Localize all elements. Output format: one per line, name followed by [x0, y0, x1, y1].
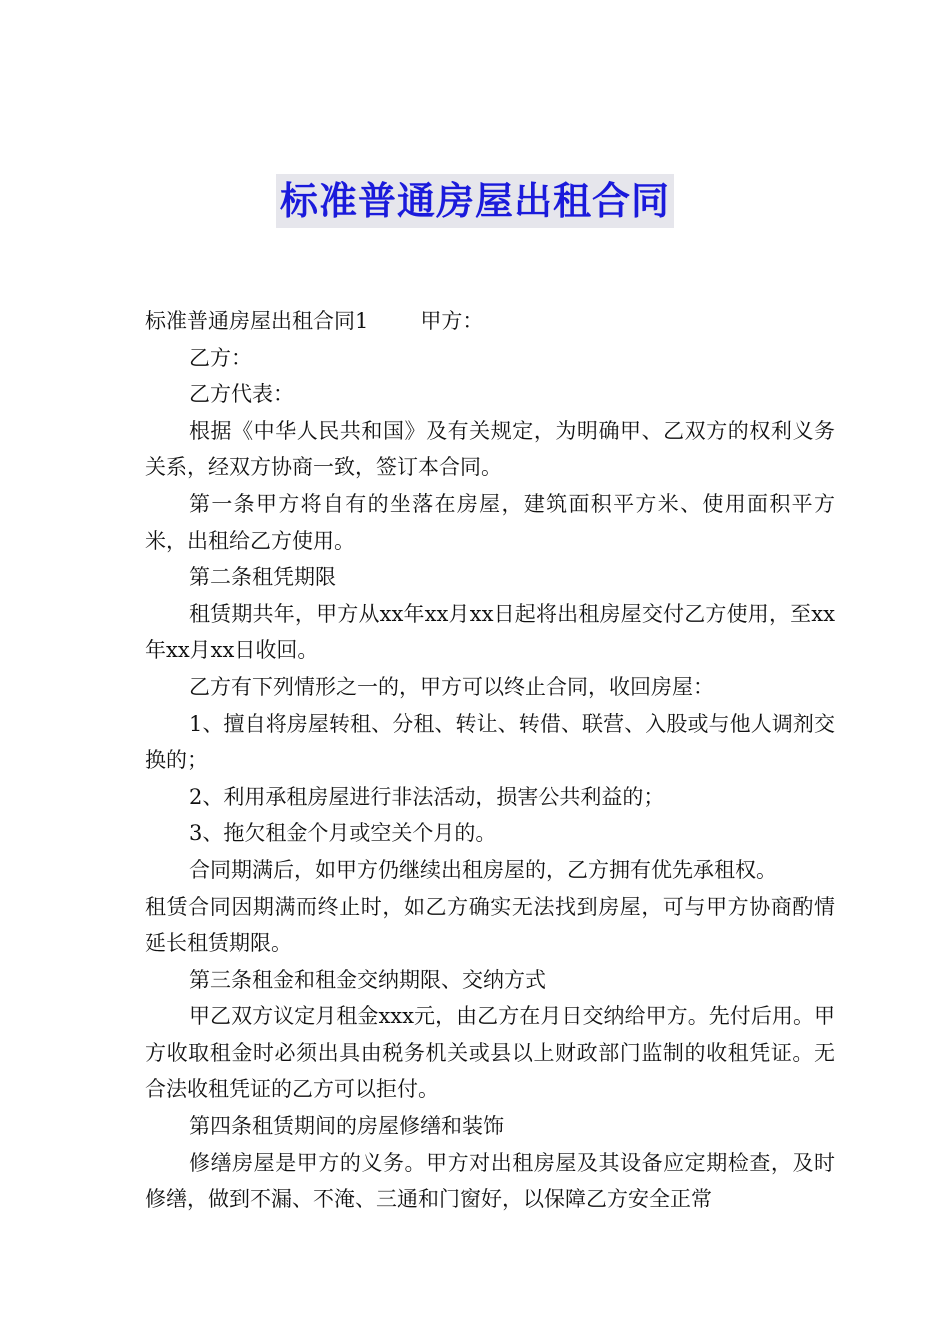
paragraph: 乙方有下列情形之一的，甲方可以终止合同，收回房屋：	[189, 674, 714, 699]
paragraph: 根据《中华人民共和国》及有关规定，为明确甲、乙双方的权利义务关系，经双方协商一致，签订本合同。	[145, 418, 835, 480]
party-a-label: 甲方：	[420, 309, 484, 333]
paragraph: 第一条甲方将自有的坐落在房屋，建筑面积平方米、使用面积平方米，出租给乙方使用。	[145, 491, 835, 553]
paragraph: 2、利用承租房屋进行非法活动，损害公共利益的；	[189, 784, 665, 809]
paragraph: 租赁期共年，甲方从xx年xx月xx日起将出租房屋交付乙方使用，至xx年xx月xx日收回。	[145, 601, 835, 663]
document-title-wrapper	[0, 174, 950, 228]
paragraph: 乙方代表：	[189, 382, 294, 407]
paragraph: 乙方：	[189, 345, 252, 370]
paragraph: 租赁合同因期满而终止时，如乙方确实无法找到房屋，可与甲方协商酌情延长租赁期限。	[145, 894, 835, 956]
paragraph: 第四条租赁期间的房屋修缮和装饰	[189, 1114, 504, 1139]
document-body	[145, 303, 835, 1218]
paragraph: 1、擅自将房屋转租、分租、转让、转借、联营、入股或与他人调剂交换的；	[145, 711, 835, 773]
heading-line	[145, 303, 835, 340]
document-title: 标准普通房屋出租合同	[276, 174, 674, 228]
paragraph: 3、拖欠租金个月或空关个月的。	[189, 821, 497, 846]
contract-heading: 标准普通房屋出租合同1	[145, 309, 369, 333]
paragraph: 甲乙双方议定月租金xxx元，由乙方在月日交纳给甲方。先付后用。甲方收取租金时必须出具由税务机关或县以上财政部门监制的收租凭证。无合法收租凭证的乙方可以拒付。	[145, 1004, 835, 1102]
paragraph: 第二条租凭期限	[189, 565, 336, 590]
paragraph: 第三条租金和租金交纳期限、交纳方式	[189, 967, 546, 992]
paragraph: 合同期满后，如甲方仍继续出租房屋的，乙方拥有优先承租权。	[189, 857, 777, 882]
paragraph: 修缮房屋是甲方的义务。甲方对出租房屋及其设备应定期检查，及时修缮，做到不漏、不淹、三通和门窗好，以保障乙方安全正常	[145, 1150, 835, 1212]
